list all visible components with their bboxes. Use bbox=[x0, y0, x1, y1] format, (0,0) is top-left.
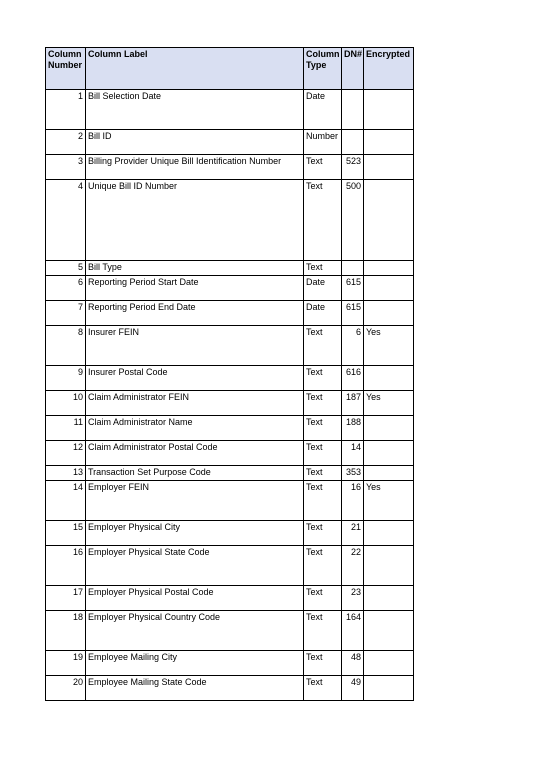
cell-column-number: 2 bbox=[46, 130, 86, 155]
cell-dn: 500 bbox=[342, 180, 364, 261]
cell-dn: 14 bbox=[342, 441, 364, 466]
cell-column-number: 10 bbox=[46, 391, 86, 416]
cell-encrypted bbox=[364, 416, 414, 441]
table-row bbox=[46, 586, 414, 611]
cell-column-label: Employer Physical Country Code bbox=[86, 611, 304, 651]
cell-dn: 523 bbox=[342, 155, 364, 180]
cell-column-label: Bill ID bbox=[86, 130, 304, 155]
cell-column-label: Employee Mailing State Code bbox=[86, 676, 304, 701]
cell-column-label: Employee Mailing City bbox=[86, 651, 304, 676]
cell-column-number: 18 bbox=[46, 611, 86, 651]
cell-column-number: 13 bbox=[46, 466, 86, 481]
header-column-number: Column Number bbox=[46, 48, 86, 90]
cell-encrypted bbox=[364, 466, 414, 481]
cell-dn bbox=[342, 90, 364, 130]
cell-column-type: Text bbox=[304, 416, 342, 441]
table-row bbox=[46, 155, 414, 180]
cell-column-label: Billing Provider Unique Bill Identification Number bbox=[86, 155, 304, 180]
table-row bbox=[46, 130, 414, 155]
cell-column-type: Text bbox=[304, 611, 342, 651]
cell-dn: 164 bbox=[342, 611, 364, 651]
cell-column-label: Employer FEIN bbox=[86, 481, 304, 521]
cell-column-type: Text bbox=[304, 521, 342, 546]
cell-column-type: Text bbox=[304, 546, 342, 586]
cell-dn: 6 bbox=[342, 326, 364, 366]
cell-column-label: Employer Physical State Code bbox=[86, 546, 304, 586]
cell-column-number: 15 bbox=[46, 521, 86, 546]
table-row bbox=[46, 546, 414, 586]
cell-encrypted bbox=[364, 180, 414, 261]
cell-dn: 615 bbox=[342, 301, 364, 326]
cell-encrypted bbox=[364, 521, 414, 546]
table-row bbox=[46, 301, 414, 326]
cell-column-type: Date bbox=[304, 90, 342, 130]
cell-column-label: Employer Physical Postal Code bbox=[86, 586, 304, 611]
table-row bbox=[46, 611, 414, 651]
cell-column-number: 11 bbox=[46, 416, 86, 441]
cell-encrypted bbox=[364, 546, 414, 586]
cell-encrypted bbox=[364, 261, 414, 276]
cell-column-number: 9 bbox=[46, 366, 86, 391]
table-row bbox=[46, 326, 414, 366]
cell-column-label: Claim Administrator Postal Code bbox=[86, 441, 304, 466]
cell-column-number: 16 bbox=[46, 546, 86, 586]
header-encrypted: Encrypted bbox=[364, 48, 414, 90]
table-row bbox=[46, 481, 414, 521]
cell-column-type: Text bbox=[304, 155, 342, 180]
cell-column-number: 4 bbox=[46, 180, 86, 261]
table-row bbox=[46, 651, 414, 676]
cell-column-number: 3 bbox=[46, 155, 86, 180]
cell-column-type: Text bbox=[304, 466, 342, 481]
header-column-type: Column Type bbox=[304, 48, 342, 90]
cell-column-number: 17 bbox=[46, 586, 86, 611]
table-row bbox=[46, 676, 414, 701]
cell-encrypted: Yes bbox=[364, 326, 414, 366]
cell-dn: 187 bbox=[342, 391, 364, 416]
cell-dn: 188 bbox=[342, 416, 364, 441]
cell-dn: 49 bbox=[342, 676, 364, 701]
cell-column-type: Text bbox=[304, 326, 342, 366]
cell-dn: 616 bbox=[342, 366, 364, 391]
table-row bbox=[46, 416, 414, 441]
header-column-label: Column Label bbox=[86, 48, 304, 90]
cell-dn: 353 bbox=[342, 466, 364, 481]
table-row bbox=[46, 441, 414, 466]
table-row bbox=[46, 466, 414, 481]
cell-column-number: 1 bbox=[46, 90, 86, 130]
cell-column-label: Transaction Set Purpose Code bbox=[86, 466, 304, 481]
cell-column-number: 7 bbox=[46, 301, 86, 326]
cell-column-type: Date bbox=[304, 301, 342, 326]
cell-encrypted bbox=[364, 676, 414, 701]
cell-column-type: Text bbox=[304, 586, 342, 611]
table-row bbox=[46, 366, 414, 391]
cell-column-label: Bill Type bbox=[86, 261, 304, 276]
cell-column-type: Text bbox=[304, 180, 342, 261]
cell-column-label: Insurer FEIN bbox=[86, 326, 304, 366]
cell-encrypted bbox=[364, 651, 414, 676]
header-row bbox=[46, 48, 414, 90]
table-row bbox=[46, 521, 414, 546]
cell-encrypted bbox=[364, 611, 414, 651]
cell-column-type: Text bbox=[304, 676, 342, 701]
cell-column-number: 12 bbox=[46, 441, 86, 466]
cell-column-number: 19 bbox=[46, 651, 86, 676]
table-row bbox=[46, 180, 414, 261]
cell-dn: 23 bbox=[342, 586, 364, 611]
cell-encrypted: Yes bbox=[364, 481, 414, 521]
table-row bbox=[46, 276, 414, 301]
cell-encrypted bbox=[364, 366, 414, 391]
header-dn: DN# bbox=[342, 48, 364, 90]
cell-dn: 16 bbox=[342, 481, 364, 521]
cell-encrypted bbox=[364, 130, 414, 155]
cell-encrypted: Yes bbox=[364, 391, 414, 416]
cell-encrypted bbox=[364, 586, 414, 611]
cell-dn: 615 bbox=[342, 276, 364, 301]
cell-column-number: 20 bbox=[46, 676, 86, 701]
cell-column-label: Reporting Period Start Date bbox=[86, 276, 304, 301]
cell-encrypted bbox=[364, 90, 414, 130]
cell-column-number: 14 bbox=[46, 481, 86, 521]
cell-column-type: Text bbox=[304, 441, 342, 466]
table-row bbox=[46, 261, 414, 276]
cell-column-label: Reporting Period End Date bbox=[86, 301, 304, 326]
cell-dn bbox=[342, 130, 364, 155]
cell-column-type: Number bbox=[304, 130, 342, 155]
cell-column-number: 6 bbox=[46, 276, 86, 301]
cell-encrypted bbox=[364, 301, 414, 326]
cell-encrypted bbox=[364, 276, 414, 301]
cell-column-number: 8 bbox=[46, 326, 86, 366]
cell-column-type: Date bbox=[304, 276, 342, 301]
cell-column-label: Bill Selection Date bbox=[86, 90, 304, 130]
cell-dn: 48 bbox=[342, 651, 364, 676]
data-dictionary-table bbox=[45, 47, 414, 701]
cell-dn: 22 bbox=[342, 546, 364, 586]
cell-column-label: Insurer Postal Code bbox=[86, 366, 304, 391]
cell-column-label: Claim Administrator Name bbox=[86, 416, 304, 441]
cell-encrypted bbox=[364, 155, 414, 180]
cell-column-label: Unique Bill ID Number bbox=[86, 180, 304, 261]
cell-column-type: Text bbox=[304, 391, 342, 416]
cell-column-type: Text bbox=[304, 651, 342, 676]
cell-column-type: Text bbox=[304, 481, 342, 521]
cell-column-number: 5 bbox=[46, 261, 86, 276]
table-row bbox=[46, 391, 414, 416]
cell-column-type: Text bbox=[304, 366, 342, 391]
cell-column-label: Claim Administrator FEIN bbox=[86, 391, 304, 416]
cell-dn: 21 bbox=[342, 521, 364, 546]
cell-dn bbox=[342, 261, 364, 276]
cell-column-label: Employer Physical City bbox=[86, 521, 304, 546]
cell-encrypted bbox=[364, 441, 414, 466]
table-row bbox=[46, 90, 414, 130]
cell-column-type: Text bbox=[304, 261, 342, 276]
